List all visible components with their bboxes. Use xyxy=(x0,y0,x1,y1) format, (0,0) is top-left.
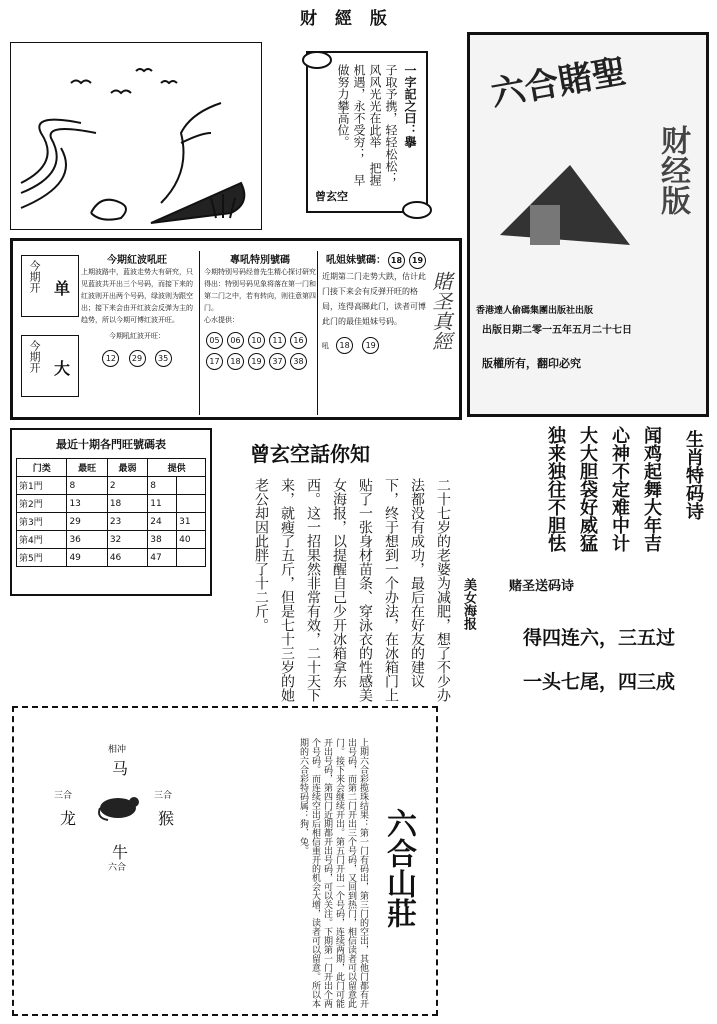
story-text: 二十七岁的老婆为减肥，想了不少办法都没有成功，最后在好友的建议下，终于想到一个办法，在冰箱门上贴了一张身材苗条、穿泳衣的性感美女海报，以提醒自己少开冰箱拿东西。这一招果然非常有效，二十天下来，就瘦了五斤，但是七十三岁的她老公却因此胖了十二斤。 xyxy=(253,478,451,702)
cover-subtitle: 财经版 xyxy=(655,125,690,215)
cover-brand: 六合賭聖 xyxy=(488,51,630,115)
cover-rights: 版權所有，翻印必究 xyxy=(482,357,581,370)
cover-panel xyxy=(467,32,709,417)
scroll-author: 曾玄空 xyxy=(315,190,348,203)
story-title: 曾玄空話你知 xyxy=(250,442,370,466)
big-small-box: 今期开 大 xyxy=(21,335,79,397)
scroll-lines: 子取予携，轻轻松松； 风风光光在此举 把握机遇，永不受穷； 早做努力攀高位。 xyxy=(336,64,398,186)
bird-icon xyxy=(136,69,152,71)
calligraphy-seal: 賭圣真經 xyxy=(429,271,453,351)
landscape-illustration xyxy=(11,43,261,229)
scroll-title: 一字記之曰：擧 xyxy=(403,64,417,148)
squirrel-icon xyxy=(91,200,126,220)
illustration-panel xyxy=(10,42,262,230)
gift-title: 赌圣送码诗 xyxy=(509,579,575,594)
zodiac-poem-panel: 生肖特码诗 闻鸡起舞大年吉 心神不定难中计 大大胆袋好威猛 独来独往不胆怯 xyxy=(545,426,704,552)
story-panel xyxy=(220,428,480,708)
table-row: 第2門 13 18 11 xyxy=(17,495,206,513)
table-row: 第4門 36 32 38 40 xyxy=(17,531,206,549)
masthead: 财 經 版 xyxy=(300,9,393,29)
gift-line-1: 得四连六，三五过 xyxy=(523,627,676,649)
shanzhuang-title: 六合山莊 xyxy=(381,808,416,928)
prediction-columns xyxy=(10,238,462,420)
tree-icon xyxy=(161,103,221,203)
zodiac-diagram: 相冲 马 三合 龙 三合 猴 牛 六合 xyxy=(54,745,175,873)
rat-icon xyxy=(96,790,142,824)
hot-number-table-panel xyxy=(10,428,212,596)
bird-icon xyxy=(161,81,177,83)
cover-date: 出版日期二零一五年五月二十七日 xyxy=(482,325,632,336)
shanzhuang-text: 上期六合彩揽珠结果：第一门有码出，第三门的空出，其他门都有开出号码，而第二门开出三个号码，又回到热门，相信读者可以留意此门。接下来会继续开出。第五门开出一个号码，连续两期，此门可能开出号码，第四门近期都开出号码，可以关注。下期第一门开出个两个号码。而连续空出后相信重开的机会大增，读者可以留意。所以本期的六合彩特码属：狗、兔。 xyxy=(298,738,368,1008)
odd-even-box: 今期开 单 xyxy=(21,255,79,317)
cover-publisher: 香港達人偷碼集團出版社出版 xyxy=(476,306,594,316)
bird-icon xyxy=(111,91,131,94)
poem-title: 生肖特码诗 xyxy=(683,430,704,520)
table-row: 第1門 8 2 8 xyxy=(17,477,206,495)
gift-poem-panel xyxy=(503,575,711,705)
table-row: 第5門 49 46 47 xyxy=(17,549,206,567)
hot-number-table xyxy=(16,458,206,567)
table-header-row: 门类 最旺 最弱 提供 xyxy=(17,459,206,477)
sister-numbers: 吼 18 19 xyxy=(322,333,432,354)
table-title: 最近十期各門旺號碼表 xyxy=(56,438,166,451)
table-row: 第3門 29 23 24 31 xyxy=(17,513,206,531)
story-side-title: 美女海报 xyxy=(461,578,476,630)
liuhe-shanzhuang-panel xyxy=(12,706,438,1016)
scroll-panel xyxy=(287,42,447,222)
red-wave-column: 今期紅波吼旺 上期波路中，蓝波走势大有研究，只见蓝波共开出三个号码，而接下来的红波则开出两个号码，绿波则为跟空出；接下来会由开红波会反弹为主的趋势，所以今期可博红波开旺。 今期吼紅波开旺： 12 29 35 xyxy=(81,251,193,415)
cover-graphic xyxy=(490,145,640,255)
special-number-column: 專吼特別號碼 今期特别号码经曾先生精心探讨研究得出：特别号码见象将落在第一门和第二门之中，若有转向，则往意第四门。 心水提供： 05 06 10 11 16 17 18 19 37 38 xyxy=(199,251,316,415)
gift-line-2: 一头七尾，四三成 xyxy=(523,671,676,693)
bird-icon xyxy=(71,81,91,84)
red-wave-numbers: 12 29 35 xyxy=(81,346,193,367)
sister-number-column: 吼姐妹號碼： 18 19 近期第二门走势大跌，估计此门接下来会有反弹开旺的格局，连得高睇此门，读者可博此门的最佳姐妹号码。 吼 18 19 xyxy=(317,251,432,415)
special-numbers: 05 06 10 11 16 17 18 19 37 38 xyxy=(204,328,316,370)
